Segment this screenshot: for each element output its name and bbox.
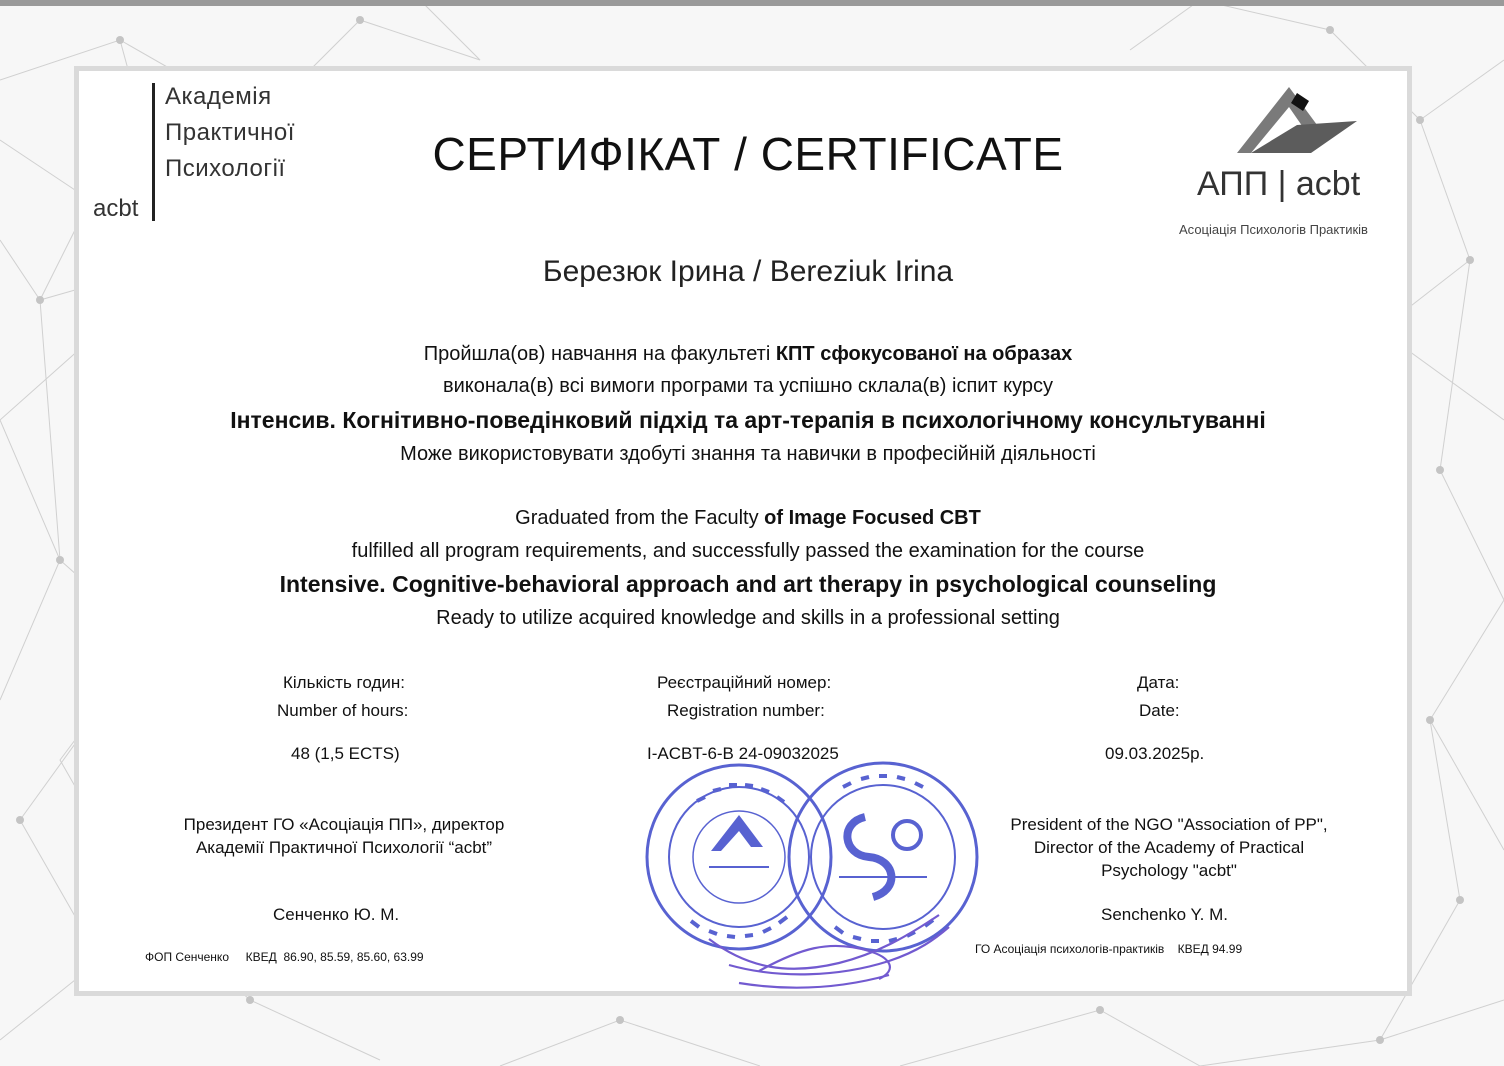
left-signatory-name: Сенченко Ю. М.	[273, 905, 400, 924]
right-signatory-title-1: President of the NGO "Association of PP",	[1010, 815, 1328, 834]
en-line-4: Ready to utilize acquired knowledge and skills in a professional setting	[436, 607, 1060, 629]
hours-label-ua: Кількість годин:	[283, 673, 405, 692]
fop-stamp-icon	[789, 763, 977, 951]
right-signatory-title	[969, 813, 1369, 882]
right-signatory-title-2: Director of the Academy of Practical	[1033, 838, 1305, 857]
left-signatory-title-2: Академії Практичної Психології “acbt”	[195, 838, 493, 857]
ua-line-1	[79, 343, 1417, 366]
association-caption: Асоціація Психологів Практиків	[1179, 222, 1368, 237]
ua-line-2: виконала(в) всі вимоги програми та успішно склала(в) іспит курсу	[442, 375, 1054, 397]
top-rule	[0, 0, 1504, 6]
left-signatory-title-1: Президент ГО «Асоціація ПП», директор	[183, 815, 505, 834]
right-signatory-title-3: Psychology "acbt"	[1101, 861, 1237, 880]
association-emblem-icon	[1237, 81, 1357, 153]
ua-faculty: КПТ сфокусованої на образах	[775, 343, 1073, 365]
date-value: 09.03.2025р.	[1105, 744, 1205, 763]
en-line-1	[79, 507, 1417, 530]
association-brand: АПП | acbt	[1197, 165, 1361, 203]
en-faculty: of Image Focused CBT	[764, 507, 981, 529]
date-label-ua: Дата:	[1137, 673, 1180, 692]
left-footer: ФОП Сенченко КВЕД 86.90, 85.59, 85.60, 63.99	[145, 950, 424, 964]
official-stamps	[639, 739, 999, 1009]
right-footer: ГО Асоціація психологів-практиків КВЕД 94.99	[975, 942, 1243, 956]
recipient-name: Березюк Ірина / Bereziuk Irina	[542, 255, 954, 288]
ua-line-4: Може використовувати здобуті знання та навички в професійній діяльності	[400, 443, 1096, 465]
registration-value: I-ACBT-6-B 24-09032025	[647, 744, 839, 763]
right-signatory-name: Senchenko Y. M.	[1101, 905, 1228, 924]
en-course: Intensive. Cognitive-behavioral approach and art therapy in psychological counseling	[279, 571, 1217, 597]
registration-label-en: Registration number:	[667, 701, 825, 720]
hours-label-en: Number of hours:	[277, 701, 409, 720]
association-stamp-icon	[647, 765, 831, 949]
logo-acbt: acbt	[93, 195, 139, 222]
ua-line-1-prefix: Пройшла(ов) навчання на факультеті	[423, 343, 776, 365]
left-signatory-title	[119, 813, 569, 859]
registration-label-ua: Реєстраційний номер:	[657, 673, 832, 692]
date-label-en: Date:	[1139, 701, 1180, 720]
logo-line-3: Психології	[165, 155, 286, 182]
association-logo	[1179, 81, 1419, 251]
en-line-2: fulfilled all program requirements, and successfully passed the examination for the course	[351, 540, 1145, 562]
certificate-frame	[74, 66, 1412, 996]
logo-line-1: Академія	[165, 83, 272, 110]
certificate-title: СЕРТИФІКАТ / CERTIFICATE	[432, 128, 1064, 180]
hours-value: 48 (1,5 ECTS)	[291, 744, 400, 763]
en-line-1-prefix: Graduated from the Faculty	[515, 507, 765, 529]
logo-line-2: Практичної	[165, 119, 295, 146]
ua-course: Інтенсив. Когнітивно-поведінковий підхід та арт-терапія в психологічному консультуванні	[230, 407, 1266, 433]
